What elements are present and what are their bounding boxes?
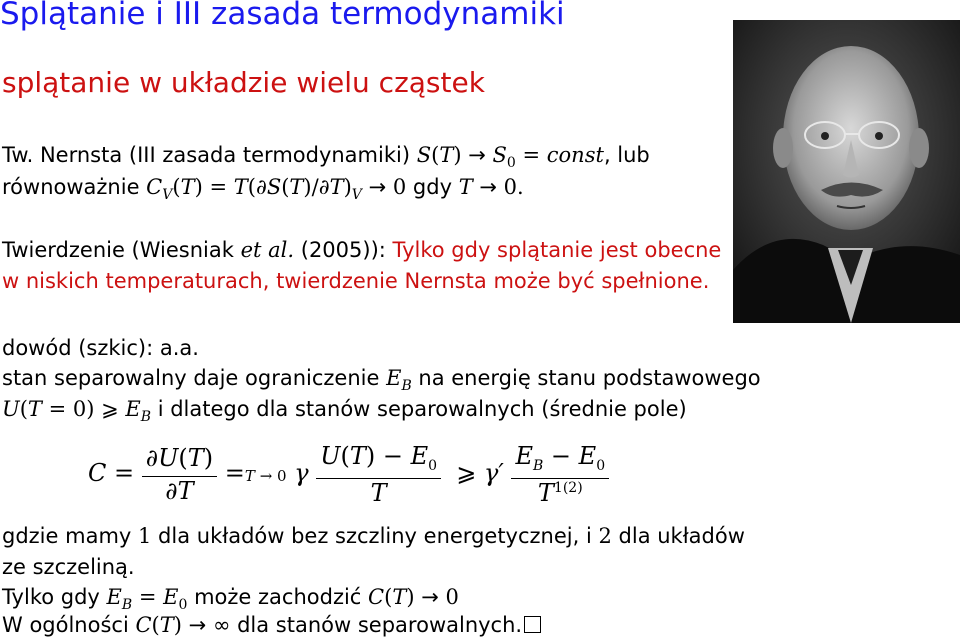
slide-subtitle: splątanie w układzie wielu cząstek	[2, 66, 485, 99]
stan-line-1: stan separowalny daje ograniczenie $E_B$ na energię stanu podstawowego	[2, 366, 761, 395]
stan-line-2: U(T = 0) ⩾ $E_B$ i dlatego dla stanów separowalnych (średnie pole)	[2, 397, 687, 426]
nernst-line-2: równoważnie $C_V(T) = T(\partial S(T)/\partial T)_V \to 0$ gdy T → 0.	[2, 175, 524, 204]
nernst-line-1: Tw. Nernsta (III zasada termodynamiki) $S(T) \to S_0$ = const, lub	[2, 143, 650, 172]
wogolnosci-line: W ogólności C(T) → ∞ dla stanów separowalnych.	[2, 613, 541, 637]
portrait-photo	[733, 20, 960, 323]
gdzie-line-2: ze szczeliną.	[2, 555, 135, 579]
dowod-line: dowód (szkic): a.a.	[2, 336, 199, 360]
gdzie-line-1: gdzie mamy 1 dla układów bez szczliny energetycznej, i 2 dla układów	[2, 524, 745, 548]
twierdzenie-line-1: Twierdzenie (Wiesniak et al. (2005)): Tylko gdy splątanie jest obecne	[2, 238, 722, 262]
slide-title: Splątanie i III zasada termodynamiki	[0, 0, 565, 32]
qed-box-icon	[524, 616, 541, 633]
tylko-line: Tylko gdy $E_B = E_0$ może zachodzić C(T) → 0	[2, 585, 459, 614]
heat-capacity-equation: C = $\frac{\partial U(T)}{\partial T}$ =T → 0 γ $\frac{U(T) - E_0}{T}$ ⩾ γ′ $\frac{E_B - E_0}{T^{1(2)}}$	[88, 442, 609, 507]
twierdzenie-line-2: w niskich temperaturach, twierdzenie Nernsta może być spełnione.	[2, 269, 710, 293]
